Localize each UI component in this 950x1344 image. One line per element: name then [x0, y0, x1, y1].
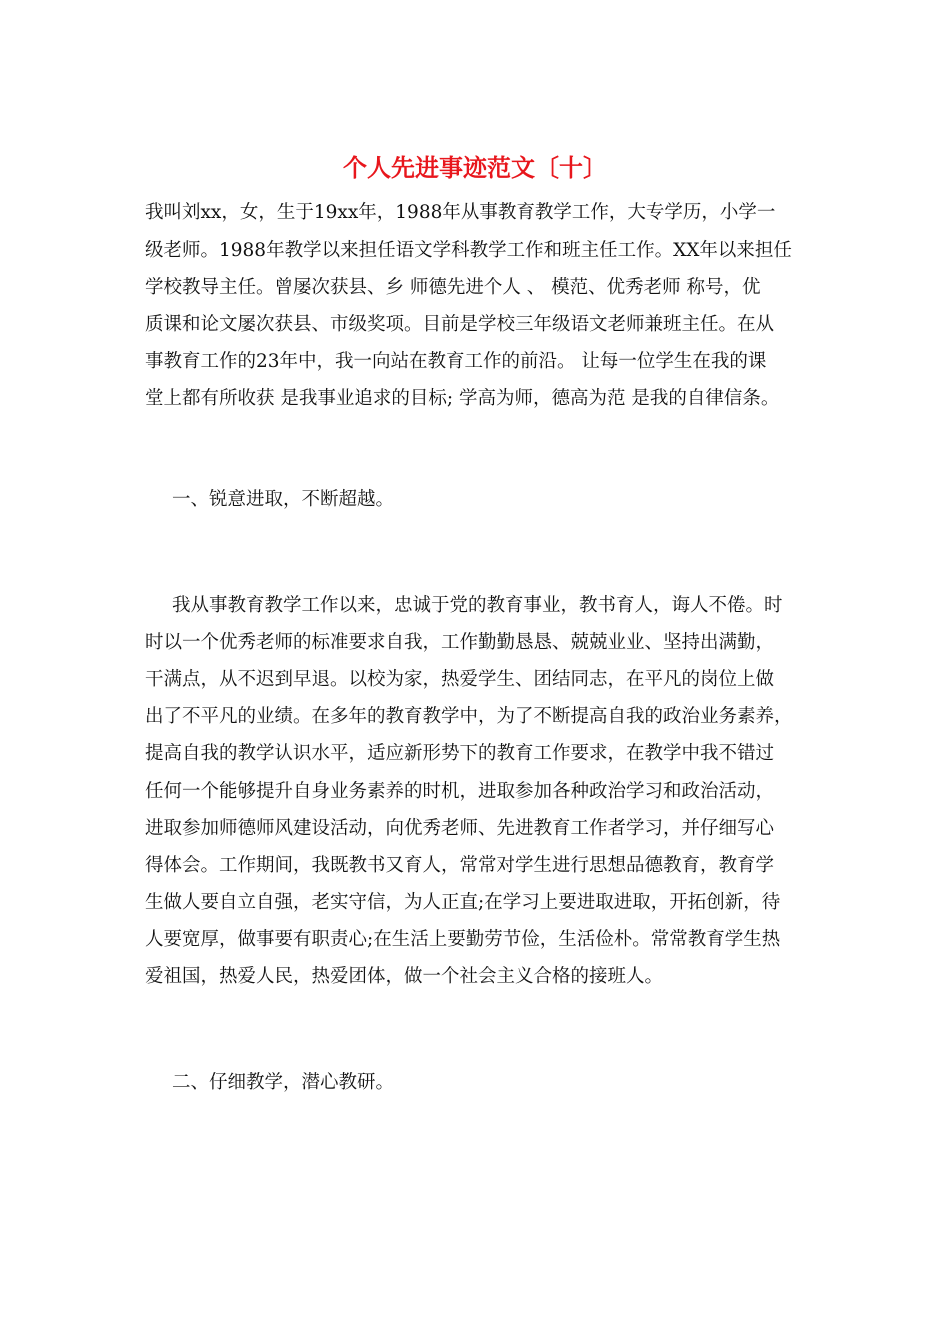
- paragraph-line: 时以一个优秀老师的标准要求自我，工作勤勤恳恳、兢兢业业、坚持出满勤，: [145, 632, 775, 653]
- paragraph-line: 生做人要自立自强，老实守信，为人正直;在学习上要进取进取，开拓创新，待: [145, 892, 781, 913]
- intro-line: 学校教导主任。曾屡次获县、乡 师德先进个人 、 模范、优秀老师 称号，优: [145, 277, 761, 298]
- paragraph-line: 出了不平凡的业绩。在多年的教育教学中，为了不断提高自我的政治业务素养，: [145, 706, 793, 727]
- section-heading-1: 一、锐意进取，不断超越。: [172, 489, 395, 510]
- intro-line: 事教育工作的23年中，我一向站在教育工作的前沿。 让每一位学生在我的课: [145, 351, 767, 372]
- document-title: 个人先进事迹范文〔十〕: [343, 153, 607, 182]
- paragraph-line: 任何一个能够提升自身业务素养的时机，进取参加各种政治学习和政治活动，: [145, 781, 775, 802]
- paragraph-line: 爱祖国，热爱人民，热爱团体，做一个社会主义合格的接班人。: [145, 966, 664, 987]
- paragraph-line: 得体会。工作期间，我既教书又育人，常常对学生进行思想品德教育，教育学: [145, 855, 775, 876]
- intro-line: 级老师。1988年教学以来担任语文学科教学工作和班主任工作。XX年以来担任: [145, 240, 792, 261]
- paragraph-line: 我从事教育教学工作以来，忠诚于党的教育事业，教书育人，诲人不倦。时: [172, 595, 783, 616]
- intro-line: 我叫刘xx，女，生于19xx年，1988年从事教育教学工作，大专学历，小学一: [145, 202, 776, 223]
- paragraph-line: 提高自我的教学认识水平，适应新形势下的教育工作要求，在教学中我不错过: [145, 743, 775, 764]
- paragraph-line: 干满点，从不迟到早退。以校为家，热爱学生、团结同志，在平凡的岗位上做: [145, 669, 775, 690]
- paragraph-line: 人要宽厚，做事要有职责心;在生活上要勤劳节俭，生活俭朴。常常教育学生热: [145, 929, 781, 950]
- intro-line: 质课和论文屡次获县、市级奖项。目前是学校三年级语文老师兼班主任。在从: [145, 314, 775, 335]
- intro-line: 堂上都有所收获 是我事业追求的目标; 学高为师，德高为范 是我的自律信条。: [145, 388, 780, 409]
- section-heading-2: 二、仔细教学，潜心教研。: [172, 1072, 395, 1093]
- paragraph-line: 进取参加师德师风建设活动，向优秀老师、先进教育工作者学习，并仔细写心: [145, 818, 775, 839]
